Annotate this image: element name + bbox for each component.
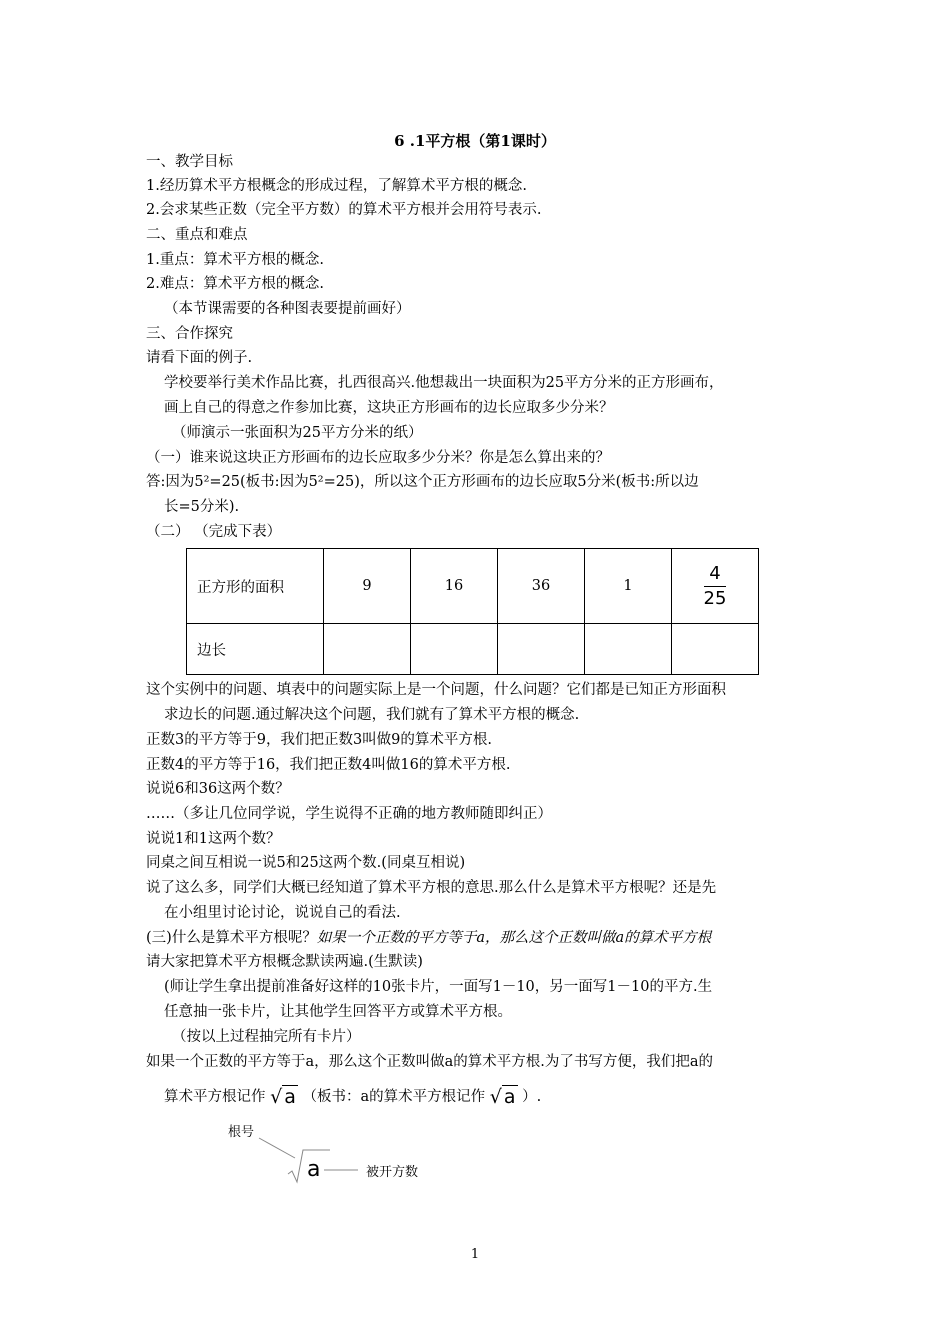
text-line: 在小组里讨论讨论，说说自己的看法. [164,905,401,921]
text-line: 2.难点：算术平方根的概念. [146,276,324,292]
text-line: （按以上过程抽完所有卡片） [172,1029,361,1045]
page-title: 6 .1平方根（第1课时） [394,132,556,150]
notation-suffix: ）. [522,1089,542,1105]
fraction-denominator: 25 [703,587,727,609]
text-line: 答:因为5²=25(板书:因为5²=25)，所以这个正方形画布的边长应取5分米(板书:所以边 [146,474,699,490]
fraction [704,564,727,609]
text-line: 正数3的平方等于9，我们把正数3叫做9的算术平方根. [146,732,493,748]
text-line: 请看下面的例子. [146,350,253,366]
text-line: 如果一个正数的平方等于a，那么这个正数叫做a的算术平方根.为了书写方便，我们把a的 [146,1054,714,1070]
notation-prefix: 算术平方根记作 [164,1089,266,1105]
table-row [187,624,759,675]
text-line: 正数4的平方等于16，我们把正数4叫做16的算术平方根. [146,757,511,773]
table-cell-empty [585,624,672,675]
text-line: 任意抽一张卡片，让其他学生回答平方或算术平方根。 [164,1004,512,1020]
section-heading: 一、教学目标 [146,154,233,170]
text-line: （二） （完成下表） [146,524,282,540]
table-header-side: 边长 [187,624,324,675]
text-line: 说说6和36这两个数？ [146,781,290,797]
definition-italic: 如果一个正数的平方等于a，那么这个正数叫做a的算术平方根 [316,930,712,946]
text-line: (师让学生拿出提前准备好这样的10张卡片，一面写1－10，另一面写1－10的平方.生 [164,979,713,995]
text-line: 请大家把算术平方根概念默读两遍.(生默读) [146,954,423,970]
radical-label: 根号 [228,1125,255,1140]
table-cell-empty [324,624,411,675]
area-side-table [186,548,759,675]
text-line: 1.重点：算术平方根的概念. [146,252,324,268]
text-line: 求边长的问题.通过解决这个问题，我们就有了算术平方根的概念. [164,707,580,723]
text-line: 这个实例中的问题、填表中的问题实际上是一个问题，什么问题？它们都是已知正方形面积 [146,682,726,698]
radicand-label: 被开方数 [366,1165,419,1180]
table-header-area: 正方形的面积 [187,549,324,624]
text-line: （师演示一张面积为25平方分米的纸） [172,425,423,441]
table-cell-empty [498,624,585,675]
table-row [187,549,759,624]
text-line: 长=5分米). [164,499,240,515]
notation-mid: （板书：a的算术平方根记作 [302,1089,486,1105]
table-cell-empty [411,624,498,675]
sqrt-a-formula: √ a [270,1086,296,1108]
section-heading: 二、重点和难点 [146,227,248,243]
text-line: 学校要举行美术作品比赛，扎西很高兴.他想裁出一块面积为25平方分米的正方形画布， [164,375,724,391]
fraction-numerator: 4 [709,562,721,584]
sqrt-a-formula: √ a [489,1086,516,1108]
table-cell: 1 [585,549,672,624]
text-line: 2.会求某些正数（完全平方数）的算术平方根并会用符号表示. [146,202,542,218]
text-line: 画上自己的得意之作参加比赛，这块正方形画布的边长应取多少分米？ [164,400,614,416]
section-heading: 三、合作探究 [146,326,233,342]
text-line: （本节课需要的各种图表要提前画好） [164,301,411,317]
definition-line [146,928,711,948]
text-line: ……（多让几位同学说，学生说得不正确的地方教师随即纠正） [146,806,552,822]
notation-line [164,1082,541,1112]
fraction-bar [704,586,727,587]
page-number: 1 [470,1247,480,1262]
table-cell: 36 [498,549,585,624]
text-line: 同桌之间互相说一说5和25这两个数.(同桌互相说) [146,855,466,871]
table-cell: 9 [324,549,411,624]
text-line: 说说1和1这两个数？ [146,831,281,847]
radical-pointer-line [259,1138,295,1158]
table-cell: 16 [411,549,498,624]
text-line: 1.经历算术平方根概念的形成过程，了解算术平方根的概念. [146,178,527,194]
definition-prefix: (三)什么是算术平方根呢？ [146,930,317,946]
radicand-symbol: a [307,1157,321,1182]
text-line: 说了这么多，同学们大概已经知道了算术平方根的意思.那么什么是算术平方根呢？还是先 [146,880,717,896]
text-line: （一）谁来说这块正方形画布的边长应取多少分米？你是怎么算出来的？ [146,450,610,466]
table-cell-fraction [672,549,759,624]
table-cell-empty [672,624,759,675]
